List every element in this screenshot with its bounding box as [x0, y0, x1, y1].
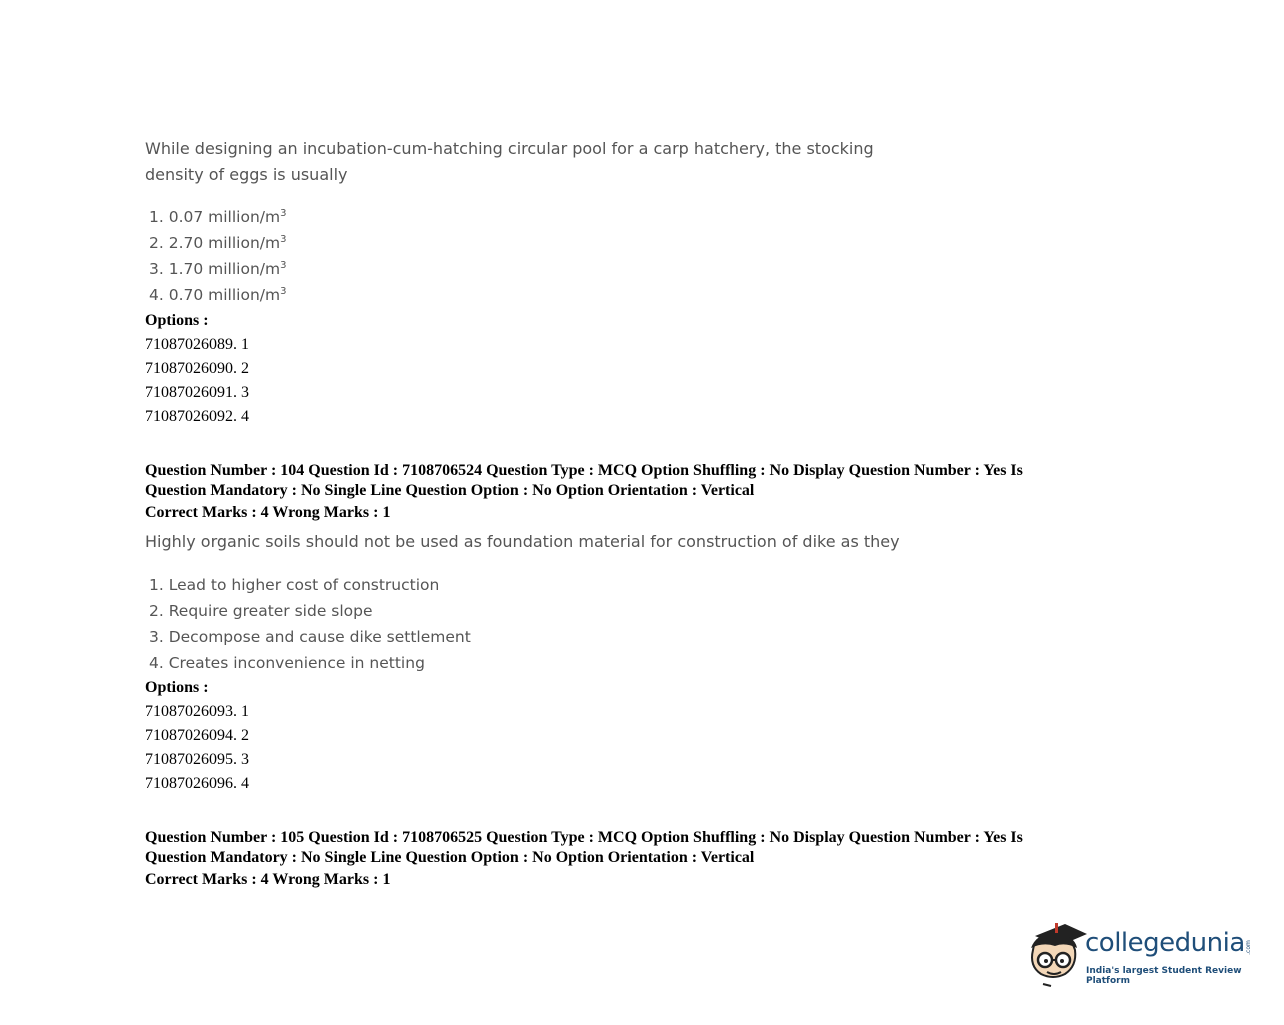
option-id: 71087026094. 2: [145, 727, 249, 744]
brand-dotcom: .com: [1244, 940, 1252, 955]
question-105-meta-line-1: Question Number : 105 Question Id : 7108706525 Question Type : MCQ Option Shuffling : No Display Question Number : Yes Is: [145, 829, 1023, 846]
question-105-meta: [145, 828, 1145, 868]
option-id: 71087026089. 1: [145, 336, 249, 353]
option-id: 71087026092. 4: [145, 408, 249, 425]
question-104-marks: Correct Marks : 4 Wrong Marks : 1: [145, 504, 391, 521]
option-id: 71087026090. 2: [145, 360, 249, 377]
question-105-marks: Correct Marks : 4 Wrong Marks : 1: [145, 871, 391, 888]
choice-item: 1. 0.07 million/$m^3$: [149, 207, 287, 226]
question-103-stem: [145, 136, 874, 188]
brand-tagline: India's largest Student Review Platform: [1086, 966, 1242, 986]
option-id: 71087026091. 3: [145, 384, 249, 401]
options-label: Options :: [145, 679, 209, 696]
question-103-stem-line-1: While designing an incubation-cum-hatching circular pool for a carp hatchery, the stocking: [145, 139, 874, 158]
option-id: 71087026095. 3: [145, 751, 249, 768]
choice-item: 4. 0.70 million/$m^3$: [149, 285, 287, 304]
question-104-stem: Highly organic soils should not be used as foundation material for construction of dike as they: [145, 532, 900, 551]
question-103-choices: [149, 204, 286, 308]
option-id: 71087026096. 4: [145, 775, 249, 792]
choice-item: 3. Decompose and cause dike settlement: [149, 628, 471, 646]
choice-item: 1. Lead to higher cost of construction: [149, 576, 440, 594]
question-104-choices: [149, 572, 471, 676]
choice-item: 4. Creates inconvenience in netting: [149, 654, 425, 672]
brand-name: collegedunia: [1085, 928, 1245, 958]
question-104-meta: [145, 461, 1145, 501]
question-104-meta-line-2: Question Mandatory : No Single Line Question Option : No Option Orientation : Vertical: [145, 482, 755, 499]
question-104-option-ids: [145, 700, 249, 796]
option-id: 71087026093. 1: [145, 703, 249, 720]
choice-item: 2. 2.70 million/$m^3$: [149, 233, 287, 252]
question-103-stem-line-2: density of eggs is usually: [145, 165, 348, 184]
question-103-option-ids: [145, 333, 249, 429]
options-label: Options :: [145, 312, 209, 329]
question-105-meta-line-2: Question Mandatory : No Single Line Question Option : No Option Orientation : Vertical: [145, 849, 755, 866]
question-104-meta-line-1: Question Number : 104 Question Id : 7108706524 Question Type : MCQ Option Shuffling : No Display Question Number : Yes Is: [145, 462, 1023, 479]
choice-item: 2. Require greater side slope: [149, 602, 373, 620]
choice-item: 3. 1.70 million/$m^3$: [149, 259, 287, 278]
